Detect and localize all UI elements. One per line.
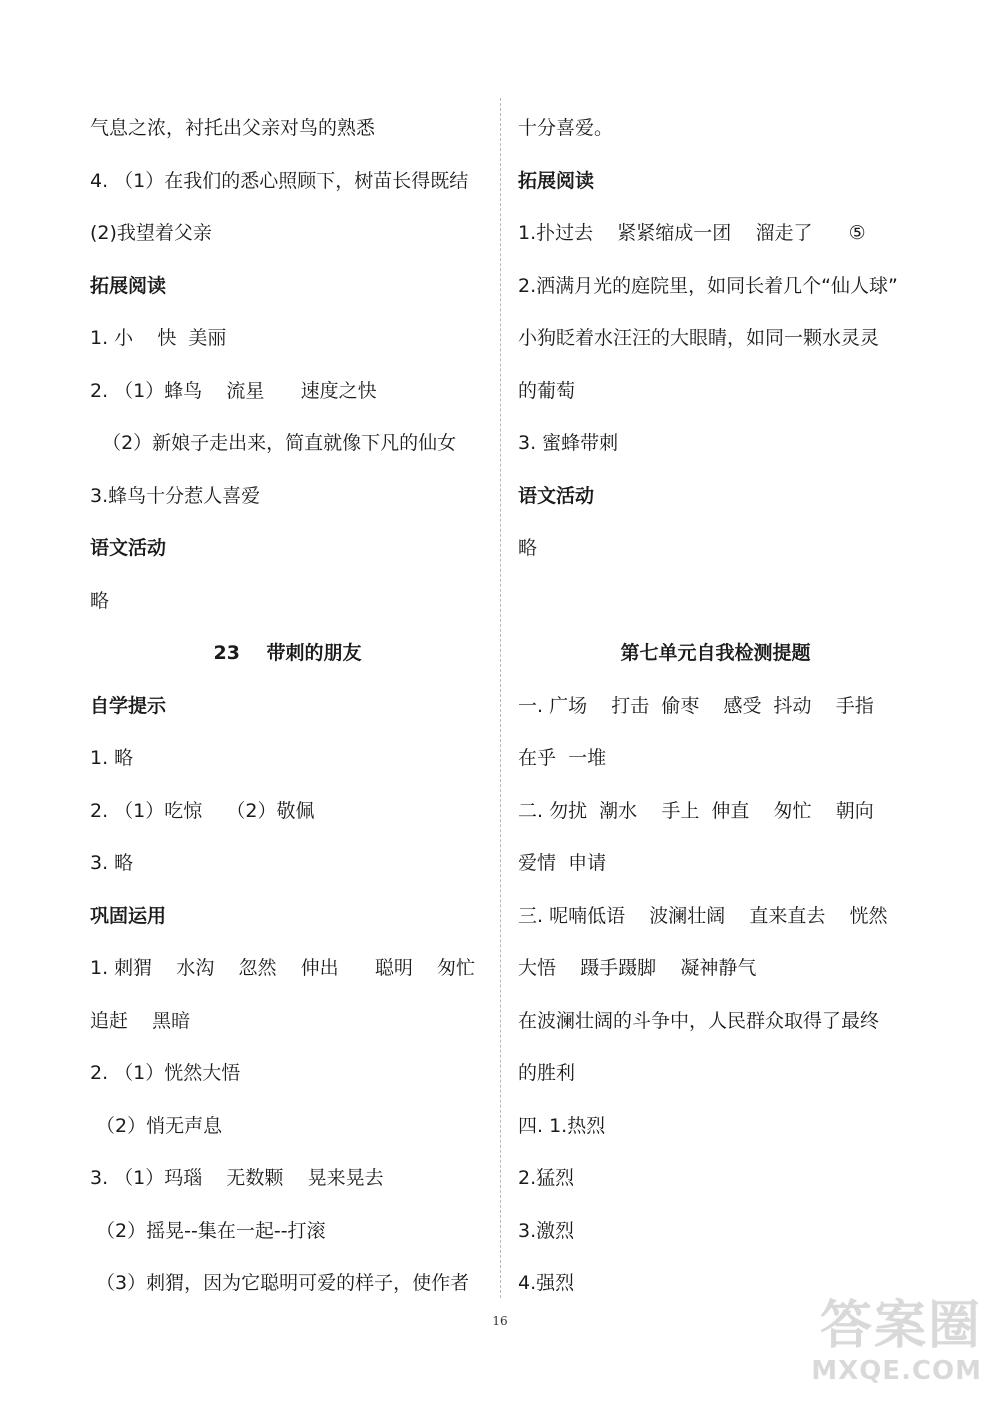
answer-line: 2. （1）恍然大悟 bbox=[90, 1062, 241, 1084]
answer-line: 3. 蜜蜂带刺 bbox=[518, 432, 619, 454]
answer-line: 4.强烈 bbox=[518, 1272, 575, 1294]
watermark-logo-text: 答案圈 bbox=[819, 1296, 982, 1356]
answer-line: 的胜利 bbox=[518, 1062, 576, 1084]
answer-line: 1. 小 快 美丽 bbox=[90, 327, 227, 349]
section-title: 第七单元自我检测提题 bbox=[620, 642, 811, 664]
section-heading: 巩固运用 bbox=[90, 904, 167, 927]
answer-line: 2.洒满月光的庭院里，如同长着几个“仙人球” bbox=[518, 274, 898, 297]
answer-line: 气息之浓，衬托出父亲对鸟的熟悉 bbox=[90, 117, 376, 139]
answer-line: 4. （1）在我们的悉心照顾下，树苗长得既结 bbox=[90, 169, 469, 192]
column-divider bbox=[500, 98, 501, 1298]
answer-line: 3.激烈 bbox=[518, 1219, 575, 1242]
answer-line: 2.猛烈 bbox=[518, 1167, 575, 1189]
answer-line: （3）刺猬，因为它聪明可爱的样子，使作者 bbox=[90, 1272, 470, 1294]
answer-line: （2）悄无声息 bbox=[90, 1114, 223, 1137]
answer-line: 四. 1.热烈 bbox=[518, 1114, 606, 1137]
answer-line: 2. （1）蜂鸟 流星 速度之快 bbox=[90, 379, 377, 402]
answer-line: 一. 广场 打击 偷枣 感受 抖动 手指 bbox=[518, 694, 874, 717]
answer-line: 三. 呢喃低语 波澜壮阔 直来直去 恍然 bbox=[518, 904, 888, 927]
answer-line: 略 bbox=[518, 537, 538, 559]
answer-line: 十分喜爱。 bbox=[518, 117, 614, 139]
answer-line: (2)我望着父亲 bbox=[90, 222, 212, 244]
answer-line: 略 bbox=[90, 589, 110, 612]
watermark-logo bbox=[782, 1296, 982, 1406]
answer-line: 1. 略 bbox=[90, 747, 134, 769]
answer-line: 3. 略 bbox=[90, 852, 134, 874]
answer-line: 追赶 黑暗 bbox=[90, 1009, 191, 1032]
answer-line: （2）摇晃--集在一起--打滚 bbox=[90, 1219, 326, 1242]
page-number: 16 bbox=[492, 1314, 508, 1328]
answer-line: 在乎 一堆 bbox=[518, 747, 607, 769]
right-column bbox=[518, 102, 913, 1310]
answer-line: 2. （1）吃惊 （2）敬佩 bbox=[90, 799, 315, 822]
answer-line: 小狗眨着水汪汪的大眼睛，如同一颗水灵灵 bbox=[518, 327, 880, 349]
section-heading: 拓展阅读 bbox=[90, 274, 167, 297]
left-column bbox=[90, 102, 485, 1310]
answer-line bbox=[518, 575, 913, 628]
answer-line: 爱情 申请 bbox=[518, 852, 607, 874]
section-heading: 语文活动 bbox=[90, 537, 167, 559]
watermark-site-text: MXQE.COM bbox=[811, 1356, 982, 1386]
answer-line: 1. 刺猬 水沟 忽然 伸出 聪明 匆忙 bbox=[90, 957, 476, 979]
section-title: 23 带刺的朋友 bbox=[213, 642, 362, 664]
answer-line: 的葡萄 bbox=[518, 379, 576, 402]
answer-line: 二. 勿扰 潮水 手上 伸直 匆忙 朝向 bbox=[518, 799, 874, 822]
answer-line: 1.扑过去 紧紧缩成一团 溜走了 ⑤ bbox=[518, 222, 866, 244]
answer-line: 3. （1）玛瑙 无数颗 晃来晃去 bbox=[90, 1167, 384, 1189]
section-heading: 语文活动 bbox=[518, 484, 595, 507]
section-heading: 自学提示 bbox=[90, 694, 167, 717]
answer-line: 3.蜂鸟十分惹人喜爱 bbox=[90, 484, 261, 507]
answer-line: 在波澜壮阔的斗争中，人民群众取得了最终 bbox=[518, 1009, 880, 1032]
answer-line: 大悟 蹑手蹑脚 凝神静气 bbox=[518, 957, 757, 979]
answer-line: （2）新娘子走出来，简直就像下凡的仙女 bbox=[90, 432, 457, 454]
section-heading: 拓展阅读 bbox=[518, 169, 595, 192]
